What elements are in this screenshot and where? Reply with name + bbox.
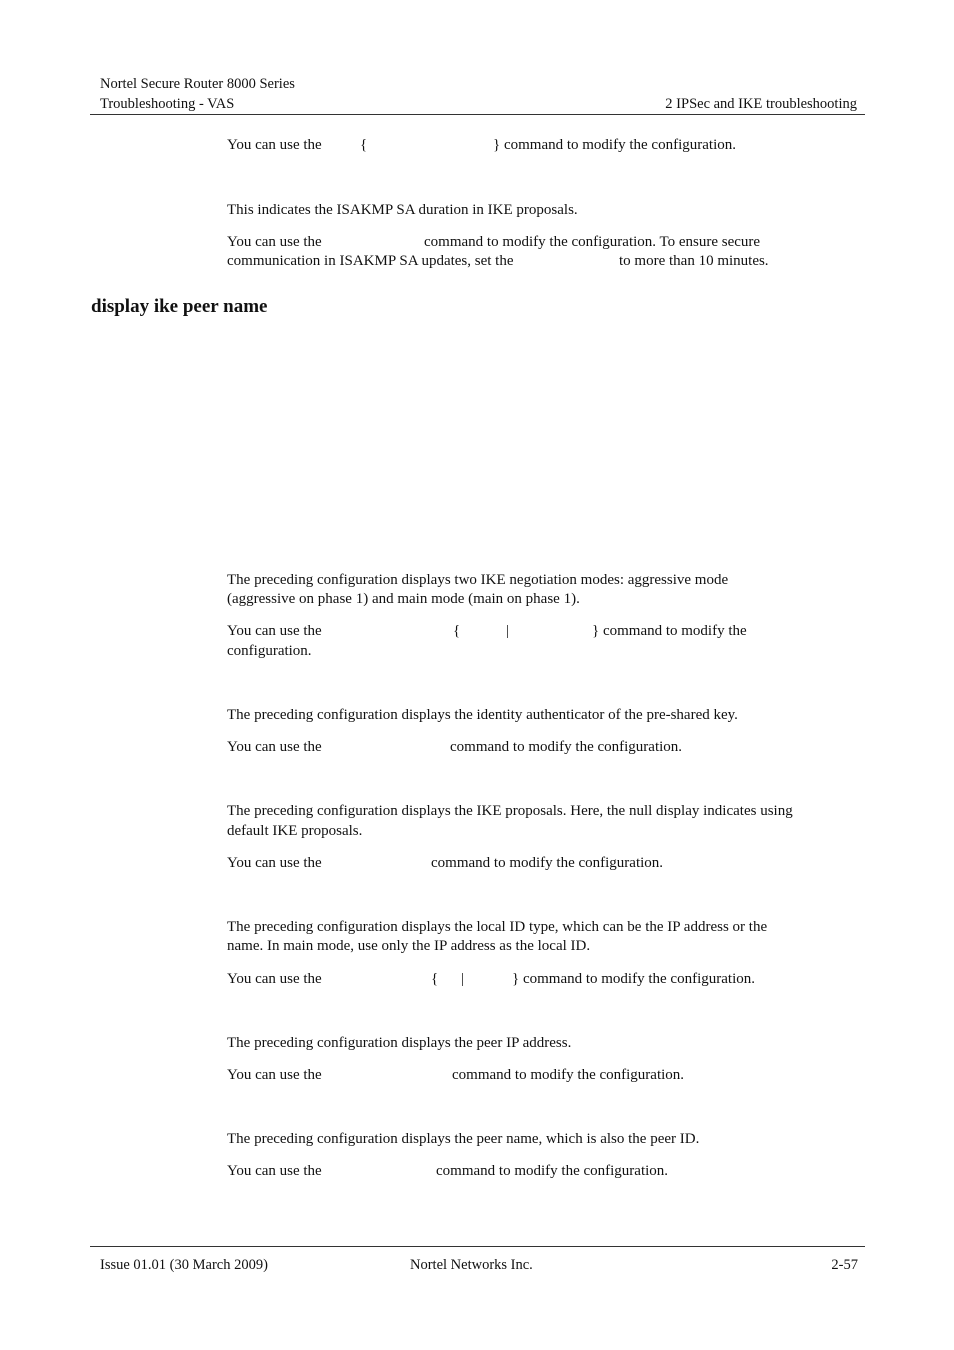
paragraph-text: communication in ISAKMP SA updates, set the bbox=[227, 253, 514, 269]
paragraph-text: You can use the bbox=[227, 971, 322, 987]
paragraph-text: configuration. bbox=[227, 643, 312, 659]
header-chapter: 2 IPSec and IKE troubleshooting bbox=[665, 96, 857, 112]
paragraph-text: name. In main mode, use only the IP address as the local ID. bbox=[227, 938, 591, 954]
paragraph-text: command to modify the configuration. bbox=[431, 855, 664, 871]
paragraph-text: to more than 10 minutes. bbox=[619, 253, 769, 269]
paragraph-text: The preceding configuration displays the peer IP address. bbox=[227, 1035, 572, 1051]
header-rule bbox=[90, 114, 865, 115]
paragraph-text: command to modify the configuration. bbox=[452, 1067, 685, 1083]
paragraph-text: { bbox=[431, 971, 439, 987]
paragraph-text: | bbox=[461, 971, 465, 987]
paragraph-text: You can use the bbox=[227, 623, 322, 639]
footer-rule bbox=[90, 1246, 865, 1247]
paragraph-text: You can use the bbox=[227, 855, 322, 871]
footer-issue: Issue 01.01 (30 March 2009) bbox=[100, 1257, 268, 1273]
header-product: Nortel Secure Router 8000 Series bbox=[100, 76, 295, 92]
paragraph-text: default IKE proposals. bbox=[227, 823, 363, 839]
paragraph-text: The preceding configuration displays the peer name, which is also the peer ID. bbox=[227, 1131, 700, 1147]
footer-company: Nortel Networks Inc. bbox=[410, 1257, 533, 1273]
paragraph-text: (aggressive on phase 1) and main mode (main on phase 1). bbox=[227, 591, 580, 607]
paragraph-text: The preceding configuration displays two IKE negotiation modes: aggressive mode bbox=[227, 572, 729, 588]
paragraph-text: { bbox=[453, 623, 461, 639]
paragraph-text: command to modify the configuration. bbox=[450, 739, 683, 755]
paragraph-text: You can use the bbox=[227, 1163, 322, 1179]
paragraph-text: } command to modify the bbox=[592, 623, 747, 639]
paragraph-text: } command to modify the configuration. bbox=[512, 971, 755, 987]
paragraph-text: The preceding configuration displays the identity authenticator of the pre-shared key. bbox=[227, 707, 738, 723]
paragraph-text: command to modify the configuration. bbox=[436, 1163, 669, 1179]
paragraph-text: } command to modify the configuration. bbox=[493, 137, 736, 153]
paragraph-text: You can use the bbox=[227, 234, 322, 250]
paragraph-text: The preceding configuration displays the IKE proposals. Here, the null display indicates using bbox=[227, 803, 793, 819]
footer-page-number: 2-57 bbox=[831, 1257, 858, 1273]
paragraph-text: | bbox=[506, 623, 510, 639]
paragraph-text: You can use the bbox=[227, 137, 322, 153]
paragraph-text: command to modify the configuration. To ensure secure bbox=[424, 234, 761, 250]
paragraph-text: The preceding configuration displays the local ID type, which can be the IP address or the bbox=[227, 919, 768, 935]
paragraph-text: This indicates the ISAKMP SA duration in IKE proposals. bbox=[227, 202, 578, 218]
paragraph-text: You can use the bbox=[227, 1067, 322, 1083]
section-heading: display ike peer name bbox=[91, 296, 268, 317]
header-guide: Troubleshooting - VAS bbox=[100, 96, 235, 112]
paragraph-text: { bbox=[360, 137, 368, 153]
paragraph-text: You can use the bbox=[227, 739, 322, 755]
